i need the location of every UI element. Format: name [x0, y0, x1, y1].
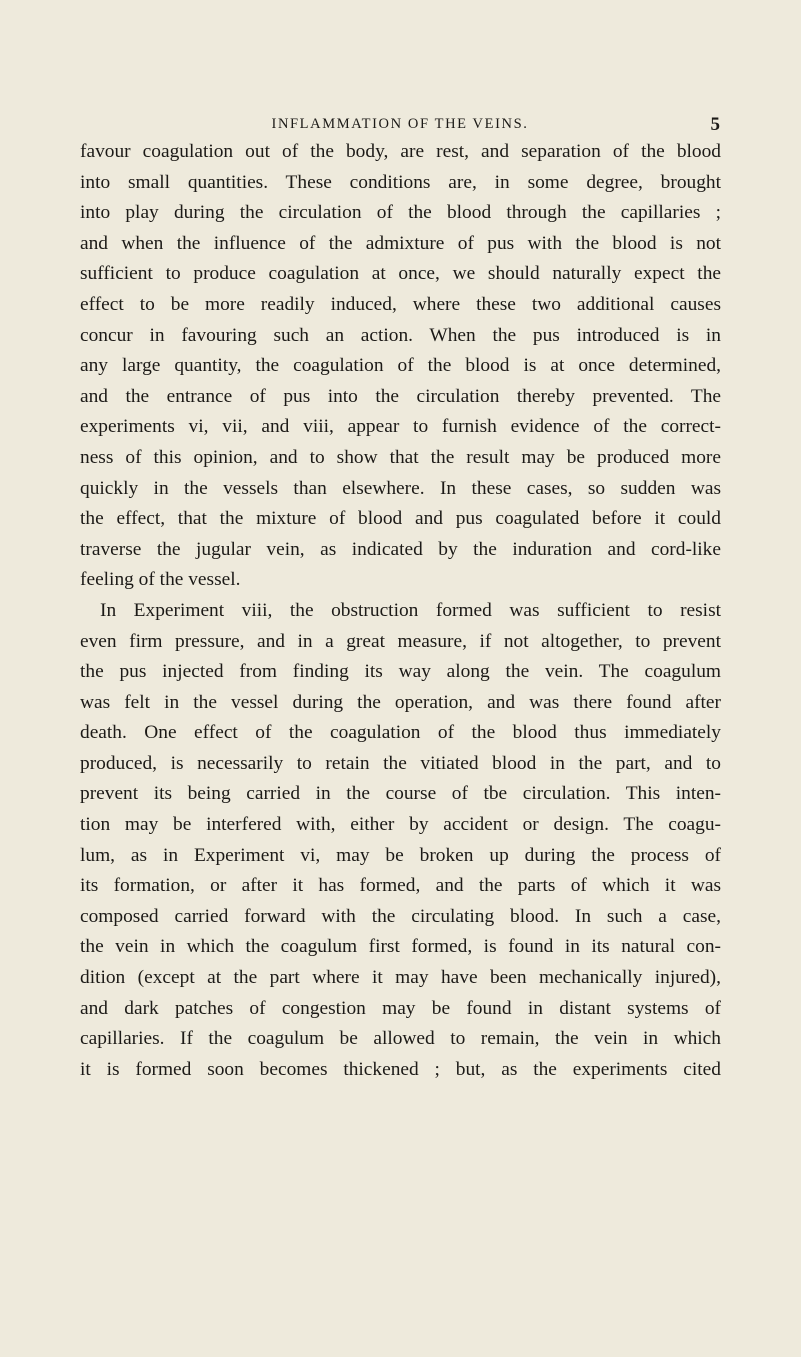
body-text [80, 137, 721, 1085]
text-line: produced, is necessarily to retain the vitiated blood in the part, and to [80, 752, 721, 774]
text-line: the effect, that the mixture of blood and pus coagulated before it could [80, 508, 721, 530]
running-head: INFLAMMATION OF THE VEINS. [271, 116, 529, 132]
text-line: it is formed soon becomes thickened ; but, as the experiments cited [80, 1058, 721, 1080]
text-line: quickly in the vessels than elsewhere. In these cases, so sudden was [80, 477, 721, 499]
text-line: experiments vi, vii, and viii, appear to furnish evidence of the correct- [80, 416, 721, 438]
text-line: even firm pressure, and in a great measure, if not altogether, to prevent [80, 630, 721, 652]
text-line: concur in favouring such an action. When the pus introduced is in [80, 324, 721, 346]
paragraph-end-line: feeling of the vessel. [80, 569, 241, 591]
text-line: was felt in the vessel during the operation, and was there found after [80, 691, 721, 713]
text-line: any large quantity, the coagulation of the blood is at once determined, [80, 355, 721, 377]
text-line: lum, as in Experiment vi, may be broken up during the process of [80, 844, 721, 866]
text-line: into small quantities. These conditions are, in some degree, brought [80, 171, 721, 193]
text-line: its formation, or after it has formed, and the parts of which it was [80, 875, 721, 897]
text-line: ness of this opinion, and to show that the result may be produced more [80, 446, 721, 468]
text-line: favour coagulation out of the body, are rest, and separation of the blood [80, 141, 721, 162]
text-line: sufficient to produce coagulation at once, we should naturally expect the [80, 263, 721, 285]
text-line: the vein in which the coagulum first formed, is found in its natural con- [80, 936, 721, 958]
text-line: dition (except at the part where it may have been mechanically injured), [80, 967, 721, 989]
text-line: into play during the circulation of the blood through the capillaries ; [80, 202, 721, 224]
text-line: traverse the jugular vein, as indicated by the induration and cord-like [80, 538, 721, 560]
text-line: effect to be more readily induced, where these two additional causes [80, 293, 721, 315]
text-line: composed carried forward with the circulating blood. In such a case, [80, 905, 721, 927]
text-line: and when the influence of the admixture of pus with the blood is not [80, 232, 721, 254]
text-line: tion may be interfered with, either by accident or design. The coagu- [80, 814, 721, 836]
text-line: and dark patches of congestion may be found in distant systems of [80, 997, 721, 1019]
text-line: prevent its being carried in the course of tbe circulation. This inten- [80, 783, 721, 805]
text-line: the pus injected from finding its way along the vein. The coagulum [80, 661, 721, 683]
paragraph-start-line: In Experiment viii, the obstruction formed was sufficient to resist [100, 599, 721, 621]
text-line: and the entrance of pus into the circulation thereby prevented. The [80, 385, 721, 407]
text-line: death. One effect of the coagulation of the blood thus immediately [80, 722, 721, 744]
page-number: 5 [710, 114, 720, 135]
text-line: capillaries. If the coagulum be allowed to remain, the vein in which [80, 1028, 721, 1050]
